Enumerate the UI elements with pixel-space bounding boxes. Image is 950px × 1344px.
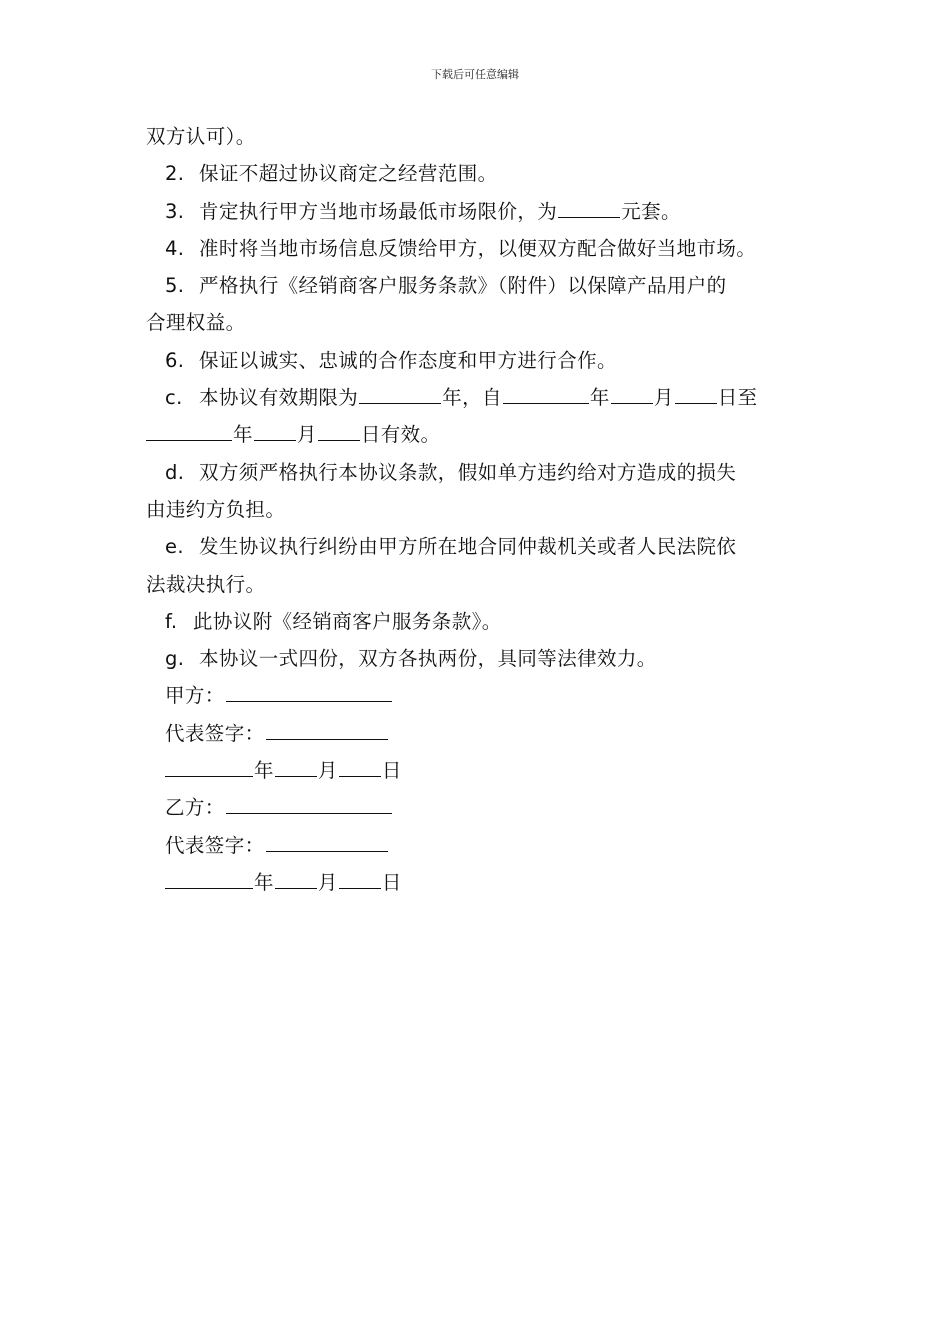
clause-text: 严格执行《经销商客户服务条款》（附件）以保障产品用户的	[199, 274, 727, 298]
clause-5	[146, 267, 826, 304]
paragraph-continuation	[146, 118, 826, 155]
clause-text: 由违约方负担。	[146, 497, 286, 521]
month-label: 月	[317, 759, 338, 783]
clause-6	[146, 342, 826, 379]
clause-text: 保证以诚实、忠诚的合作态度和甲方进行合作。	[199, 348, 617, 372]
date-a-month-blank[interactable]	[275, 754, 317, 777]
text: 双方认可）。	[146, 125, 256, 148]
rep-b-label: 代表签字：	[165, 833, 265, 857]
year-label: 年	[254, 870, 274, 894]
end-year-blank[interactable]	[146, 418, 232, 441]
rep-b-signature-blank[interactable]	[266, 829, 388, 852]
end-day-blank[interactable]	[318, 418, 360, 441]
party-a-label: 甲方：	[165, 684, 225, 708]
clause-5-continuation	[146, 304, 826, 341]
clause-3	[146, 193, 826, 230]
clause-e	[146, 528, 826, 565]
page-header: 下载后可任意编辑	[431, 68, 519, 81]
party-a-line	[146, 677, 826, 714]
clause-text: 年	[589, 386, 610, 410]
party-b-label: 乙方：	[165, 796, 225, 820]
clause-f	[146, 603, 826, 640]
clause-text: 本协议有效期限为	[199, 386, 359, 410]
price-blank[interactable]	[558, 195, 620, 218]
day-label: 日	[381, 759, 402, 783]
clause-number: f.	[165, 609, 178, 633]
clause-text: 双方须严格执行本协议条款，假如单方违约给对方造成的损失	[199, 460, 737, 484]
clause-text: 日至	[717, 386, 758, 410]
clause-text: 合理权益。	[146, 311, 246, 335]
clause-e-continuation	[146, 566, 826, 603]
party-a-blank[interactable]	[226, 679, 392, 702]
clause-g	[146, 640, 826, 677]
day-label: 日	[381, 870, 402, 894]
clause-number: 5.	[165, 274, 185, 298]
clause-number: g.	[165, 647, 185, 671]
clause-d-continuation	[146, 491, 826, 528]
clause-text: 保证不超过协议商定之经营范围。	[199, 162, 498, 186]
start-month-blank[interactable]	[611, 381, 653, 404]
clause-4	[146, 230, 826, 267]
date-a-day-blank[interactable]	[339, 754, 381, 777]
document-body	[146, 118, 826, 901]
date-b-day-blank[interactable]	[339, 866, 381, 889]
clause-number: 2.	[165, 162, 185, 186]
year-label: 年	[254, 759, 274, 783]
clause-text: 年，自	[442, 386, 502, 410]
party-b-line	[146, 789, 826, 826]
clause-text: 肯定执行甲方当地市场最低市场限价，为	[199, 199, 558, 223]
start-day-blank[interactable]	[675, 381, 717, 404]
term-years-blank[interactable]	[359, 381, 441, 404]
rep-a-label: 代表签字：	[165, 721, 265, 745]
party-b-blank[interactable]	[226, 791, 392, 814]
date-b-line	[146, 864, 826, 901]
clause-text: 年	[233, 423, 253, 447]
month-label: 月	[317, 870, 338, 894]
date-b-year-blank[interactable]	[165, 866, 253, 889]
clause-text: 日有效。	[360, 423, 441, 447]
date-a-line	[146, 752, 826, 789]
clause-text: 发生协议执行纠纷由甲方所在地合同仲裁机关或者人民法院依	[199, 535, 737, 559]
clause-text: 准时将当地市场信息反馈给甲方，以便双方配合做好当地市场。	[199, 236, 757, 260]
clause-text: 元套。	[621, 199, 681, 223]
clause-d	[146, 454, 826, 491]
clause-text: 本协议一式四份，双方各执两份，具同等法律效力。	[199, 647, 657, 671]
clause-text: 法裁决执行。	[146, 572, 266, 596]
clause-c	[146, 379, 826, 416]
clause-number: 4.	[165, 236, 185, 260]
clause-2	[146, 155, 826, 192]
clause-number: c.	[165, 386, 183, 410]
start-year-blank[interactable]	[503, 381, 589, 404]
clause-number: e.	[165, 535, 184, 559]
rep-b-line	[146, 827, 826, 864]
rep-a-signature-blank[interactable]	[266, 717, 388, 740]
clause-number: 3.	[165, 199, 185, 223]
clause-number: 6.	[165, 348, 185, 372]
date-a-year-blank[interactable]	[165, 754, 253, 777]
clause-c-continuation	[146, 416, 826, 453]
end-month-blank[interactable]	[254, 418, 296, 441]
clause-text: 此协议附《经销商客户服务条款》。	[193, 609, 502, 633]
rep-a-line	[146, 715, 826, 752]
clause-text: 月	[653, 386, 674, 410]
clause-number: d.	[165, 460, 185, 484]
date-b-month-blank[interactable]	[275, 866, 317, 889]
clause-text: 月	[296, 423, 317, 447]
